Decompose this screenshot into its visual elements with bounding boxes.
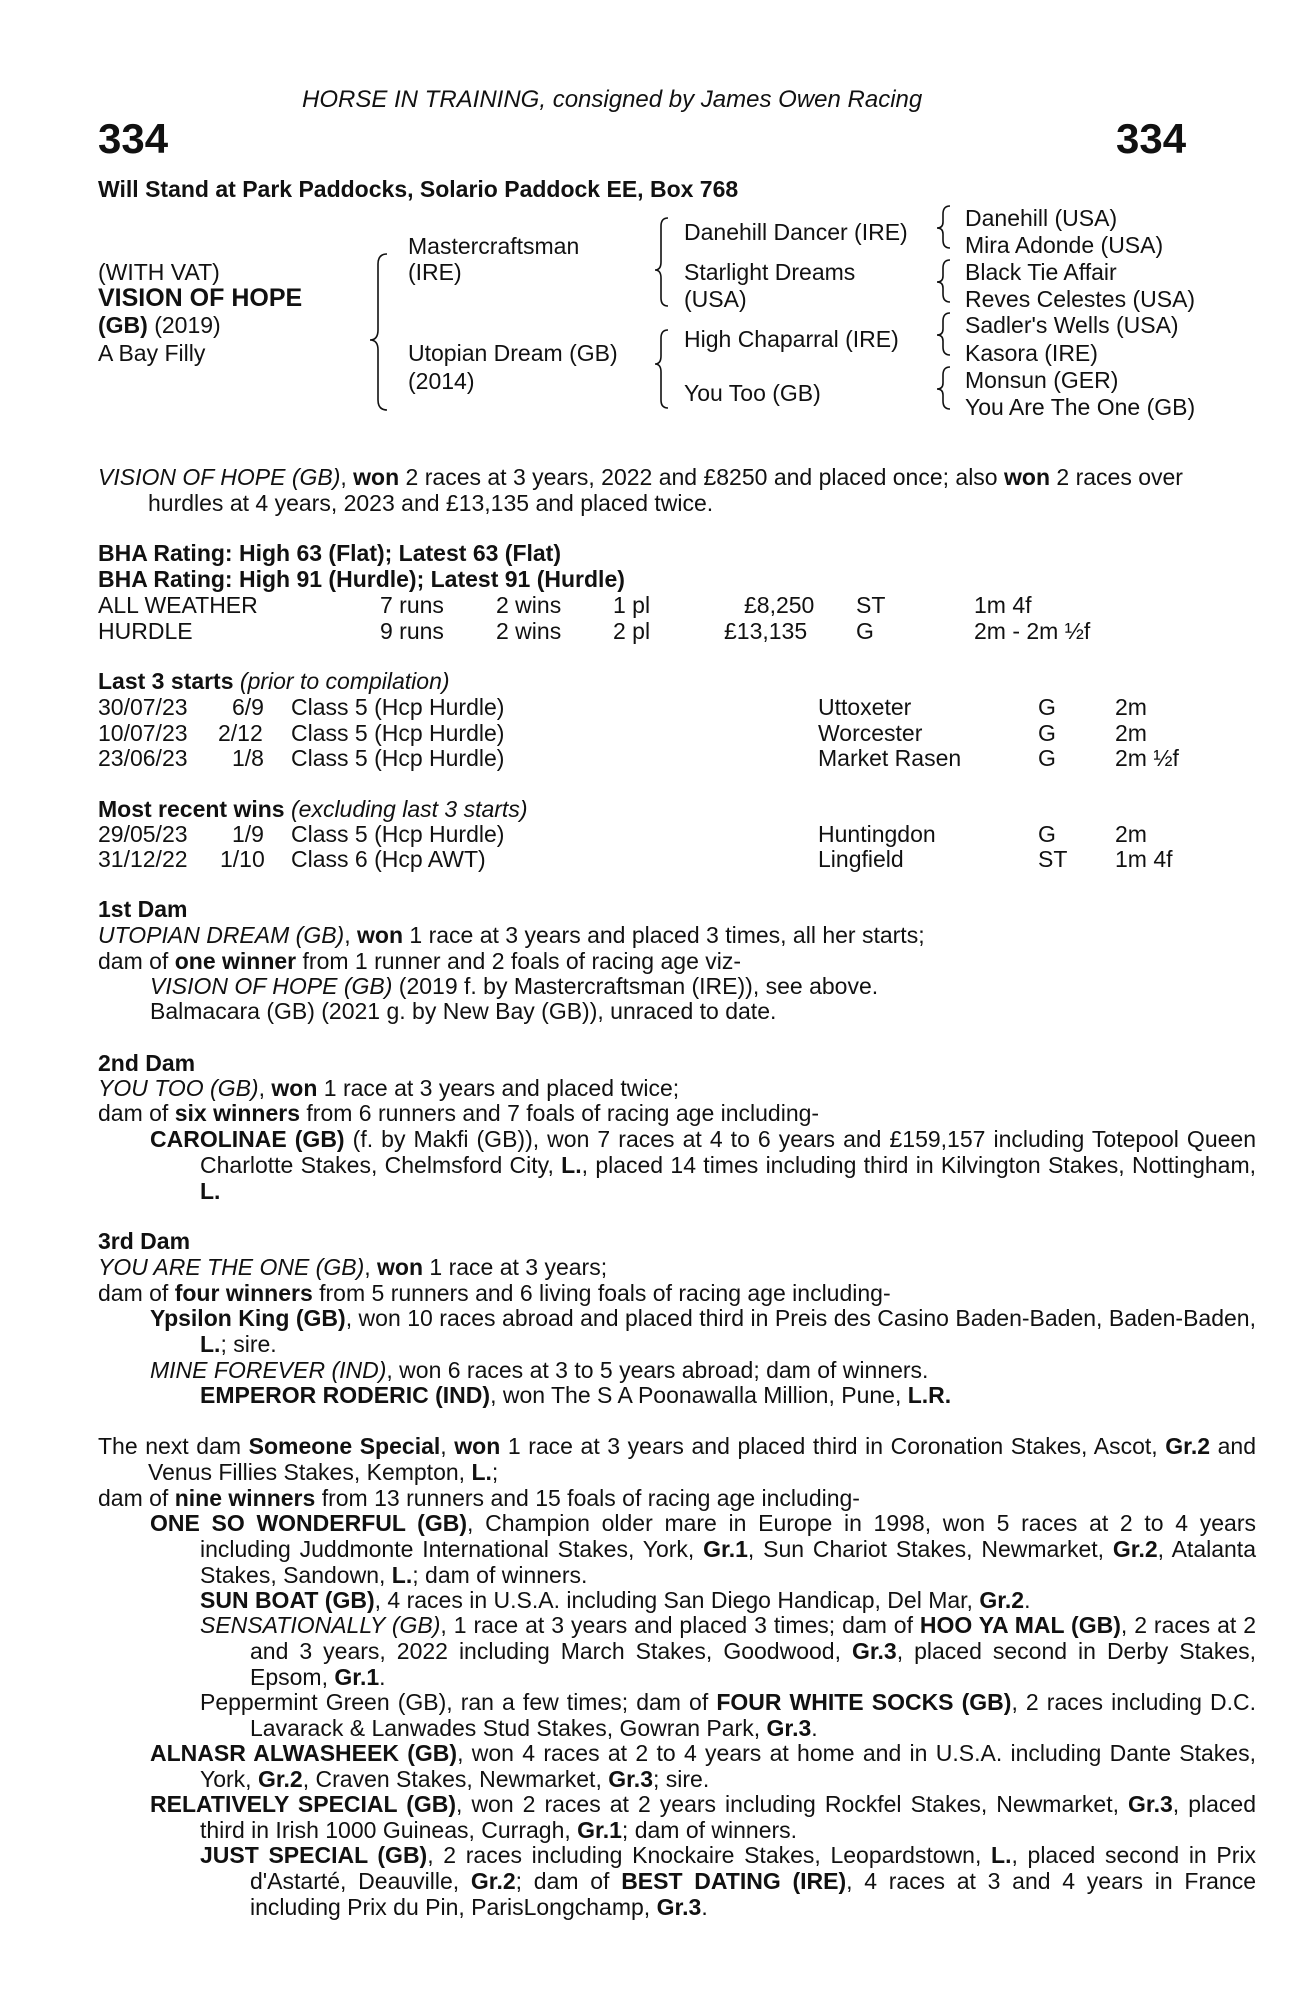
dam: Utopian Dream (GB) bbox=[408, 340, 618, 366]
horse-country: (GB) bbox=[98, 312, 148, 338]
second-dam-produce: dam of six winners from 6 runners and 7 foals of racing age including- bbox=[98, 1100, 820, 1126]
recent-wins-heading: Most recent wins (excluding last 3 starts) bbox=[98, 796, 528, 822]
ggp-1: Danehill (USA) bbox=[965, 205, 1118, 231]
lot-number-left: 334 bbox=[98, 115, 169, 162]
next-dam-produce: dam of nine winners from 13 runners and 15 foals of racing age including- bbox=[98, 1485, 860, 1511]
next-dam-foal-relatively-special: RELATIVELY SPECIAL (GB), won 2 races at 2 years including Rockfel Stakes, Newmarket, Gr.3, placed third in Irish 1000 Guineas, Curragh, Gr.1; dam of winners. bbox=[150, 1791, 1256, 1843]
third-dam-grandfoal-emperor: EMPEROR RODERIC (IND), won The S A Poonawalla Million, Pune, L.R. bbox=[200, 1382, 952, 1408]
horse-name: VISION OF HOPE bbox=[98, 284, 303, 312]
vat-note: (WITH VAT) bbox=[98, 259, 220, 285]
second-dam-line: YOU TOO (GB), won 1 race at 3 years and placed twice; bbox=[98, 1075, 680, 1101]
brace-gen1 bbox=[370, 254, 387, 410]
rating-flat: BHA Rating: High 63 (Flat); Latest 63 (Flat) bbox=[98, 540, 561, 566]
ggp-3: Black Tie Affair bbox=[965, 259, 1117, 285]
sire-sire: Danehill Dancer (IRE) bbox=[684, 219, 908, 245]
second-dam-heading: 2nd Dam bbox=[98, 1050, 196, 1076]
next-dam-grandfoal-sensationally: SENSATIONALLY (GB), 1 race at 3 years and placed 3 times; dam of HOO YA MAL (GB), 2 races at 2 and 3 years, 2022 including March Stakes, Goodwood, Gr.3, placed second in Derby Stakes, Epsom, Gr.1. bbox=[200, 1612, 1256, 1690]
dam-year: (2014) bbox=[408, 368, 475, 394]
first-dam-produce: dam of one winner from 1 runner and 2 foals of racing age viz- bbox=[98, 948, 742, 974]
next-dam-foal-one-so-wonderful: ONE SO WONDERFUL (GB), Champion older mare in Europe in 1998, won 5 races at 2 to 4 years including Juddmonte International Stakes, York, Gr.1, Sun Chariot Stakes, Newmarket, Gr.2, Atalanta Stakes, Sandown, L.; dam of winners. bbox=[150, 1510, 1256, 1588]
first-dam-foal: VISION OF HOPE (GB) (2019 f. by Mastercraftsman (IRE)), see above. bbox=[150, 973, 879, 999]
sire-dam: Starlight Dreams bbox=[684, 259, 856, 285]
lot-number-right: 334 bbox=[1116, 115, 1187, 162]
stand-location: Will Stand at Park Paddocks, Solario Paddock EE, Box 768 bbox=[98, 176, 739, 202]
sire: Mastercraftsman bbox=[408, 233, 580, 259]
third-dam-produce: dam of four winners from 5 runners and 6 living foals of racing age including- bbox=[98, 1280, 891, 1306]
rating-hurdle: BHA Rating: High 91 (Hurdle); Latest 91 (Hurdle) bbox=[98, 566, 625, 592]
ggp-7: Monsun (GER) bbox=[965, 367, 1119, 393]
third-dam-foal-mine-forever: MINE FOREVER (IND), won 6 races at 3 to 5 years abroad; dam of winners. bbox=[150, 1357, 929, 1383]
ggp-2: Mira Adonde (USA) bbox=[965, 232, 1164, 258]
brace-gen2-dam bbox=[655, 330, 668, 408]
next-dam-line: The next dam Someone Special, won 1 race at 3 years and placed third in Coronation Stakes, Ascot, Gr.2 and Venus Fillies Stakes, Kempton, L.; bbox=[98, 1433, 1256, 1485]
next-dam-grandfoal-sun-boat: SUN BOAT (GB), 4 races in U.S.A. including San Diego Handicap, Del Mar, Gr.2. bbox=[200, 1587, 1031, 1613]
next-dam-grandfoal-just-special: JUST SPECIAL (GB), 2 races including Knockaire Stakes, Leopardstown, L., placed second in Prix d'Astarté, Deauville, Gr.2; dam of BEST DATING (IRE), 4 races at 3 and 4 years in France including Prix du Pin, ParisLongchamp, Gr.3. bbox=[200, 1842, 1257, 1920]
first-dam-heading: 1st Dam bbox=[98, 896, 188, 922]
dam-dam: You Too (GB) bbox=[684, 380, 821, 406]
dam-sire: High Chaparral (IRE) bbox=[684, 326, 899, 352]
brace-gen3-b bbox=[937, 260, 950, 302]
brace-gen3-d bbox=[937, 367, 950, 409]
brace-gen2-sire bbox=[655, 218, 668, 306]
catalogue-page: HORSE IN TRAINING, consigned by James Owen Racing 334 334 Will Stand at Park Paddocks, Solario Paddock EE, Box 768 (WITH VAT) VISION OF HOPE (GB) (2019) A Bay Filly Mastercraftsman (IRE) Utopian Dream (GB) (2014) Danehill Dancer (IRE) Starlight Dreams (USA) High Chaparral (IRE) You Too (GB) Danehill (USA) Mira Adonde (USA) Black Tie Affair Reves Celestes (USA) Sadler's Wells (USA) Kasora (IRE) Monsun (GER) You Are The One (GB) VISION OF HOPE (GB), won 2 races at 3 years, 2022 and £8250 and placed once; also won 2 races over hurdles at 4 years, 2023 and £13,135 and placed twice. BHA Rating: High 63 (Flat); Latest 63 (Flat) BHA Rating: High 91 (Hurdle); Latest 91 (Hurdle) ALL WEATHER 7 runs 2 wins 1 pl £8,250 ST 1m 4f HURDLE 9 runs 2 wins 2 pl £13,135 G 2m - 2m ½f Last 3 starts (prior to compilation) 30/07/23 6/9 Class 5 (Hcp Hurdle) Uttoxeter G 2m 10/07/23 2/12 Class 5 (Hcp Hurdle) Worcester G 2m 23/06/23 1/8 Class 5 (Hcp Hurdle) Market Rasen G 2m ½f Most recent wins (excluding last 3 starts) 29/05/23 1/9 Class 5 (Hcp Hurdle) Huntingdon G 2m 31/12/22 1/10 Class 6 (Hcp AWT) Lingfield ST 1m 4f 1st Dam UTOPIAN DREAM (GB), won 1 race at 3 years and placed 3 times, all her starts; dam of one winner from 1 runner and 2 foals of racing age viz- VISION OF HOPE (GB) (2019 f. by Mastercraftsman (IRE)), see above. Balmacara (GB) (2021 g. by New Bay (GB)), unraced to date. 2nd Dam YOU TOO (GB), won 1 race at 3 years and placed twice; dam of six winners from 6 runners and 7 foals of racing age including- CAROLINAE (GB) (f. by Makfi (GB)), won 7 races at 4 to 6 years and £159,157 including Totepool Queen Charlotte Stakes, Chelmsford City, L., placed 14 times including third in Kilvington Stakes, Nottingham, L. 3rd Dam YOU ARE THE ONE (GB), won 1 race at 3 years; dam of four winners from 5 runners and 6 living foals of racing age including- Ypsilon King (GB), won 10 races abroad and placed third in Preis des Casino Baden-Baden, Baden-Baden, L.; sire. MINE FOREVER (IND), won 6 races at 3 to 5 years abroad; dam of winners. EMPEROR RODERIC (IND), won The S A Poonawalla Million, Pune, L.R. The next dam Someone Special, won 1 race at 3 years and placed third in Coronation Stakes, Ascot, Gr.2 and Venus Fillies Stakes, Kempton, L.; dam of nine winners from 13 runners and 15 foals of racing age including- ONE SO WONDERFUL (GB), Champion older mare in Europe in 1998, won 5 races at 2 to 4 years including Juddmonte International Stakes, York, Gr.1, Sun Chariot Stakes, Newmarket, Gr.2, Atalanta Stakes, Sandown, L.; dam of winners. SUN BOAT (GB), 4 races in U.S.A. including San Diego Handicap, Del Mar, Gr.2. SENSATIONALLY (GB), 1 race at 3 years and placed 3 times; dam of HOO YA MAL (GB), 2 races at 2 and 3 years, 2022 including March Stakes, Goodwood, Gr.3, placed second in Derby Stakes, Epsom, Gr.1. Peppermint Green (GB), ran a few times; dam of FOUR WHITE SOCKS (GB), 2 races including D.C. Lavarack & Lanwades Stud Stakes, Gowran Park, Gr.3. ALNASR ALWASHEEK (GB), won 4 races at 2 to 4 years at home and in U.S.A. including Dante Stakes, York, Gr.2, Craven Stakes, Newmarket, Gr.3; sire. RELATIVELY SPECIAL (GB), won 2 races at 2 years including Rockfel Stakes, Newmarket, Gr.3, placed third in Irish 1000 Guineas, Curragh, Gr.1; dam of winners. JUST SPECIAL (GB), 2 races including Knockaire Stakes, Leopardstown, L., placed second in Prix d'Astarté, Deauville, Gr.2; dam of BEST DATING (IRE), 4 races at 3 and 4 years in France including Prix du Pin, ParisLongchamp, Gr.3. bbox=[0, 0, 1314, 2000]
third-dam-heading: 3rd Dam bbox=[98, 1228, 191, 1254]
ggp-4: Reves Celestes (USA) bbox=[965, 286, 1196, 312]
consignor-line: HORSE IN TRAINING, consigned by James Owen Racing bbox=[302, 86, 923, 113]
first-dam-foal: Balmacara (GB) (2021 g. by New Bay (GB)), unraced to date. bbox=[150, 998, 777, 1024]
brace-gen3-c bbox=[937, 313, 950, 355]
sire-dam-country: (USA) bbox=[684, 286, 747, 312]
ggp-6: Kasora (IRE) bbox=[965, 340, 1098, 366]
third-dam-foal-ypsilon: Ypsilon King (GB), won 10 races abroad and placed third in Preis des Casino Baden-Baden, Baden-Baden, L.; sire. bbox=[150, 1305, 1256, 1357]
horse-description: A Bay Filly bbox=[98, 340, 206, 366]
first-dam-line: UTOPIAN DREAM (GB), won 1 race at 3 years and placed 3 times, all her starts; bbox=[98, 922, 925, 948]
third-dam-line: YOU ARE THE ONE (GB), won 1 race at 3 years; bbox=[98, 1254, 608, 1280]
brace-gen3-a bbox=[937, 206, 950, 248]
next-dam-grandfoal-peppermint-green: Peppermint Green (GB), ran a few times; dam of FOUR WHITE SOCKS (GB), 2 races including D.C. Lavarack & Lanwades Stud Stakes, Gowran Park, Gr.3. bbox=[200, 1689, 1256, 1741]
race-summary: VISION OF HOPE (GB), won 2 races at 3 years, 2022 and £8250 and placed once; also won 2 races over hurdles at 4 years, 2023 and £13,135 and placed twice. bbox=[98, 464, 1183, 516]
last-starts-heading: Last 3 starts (prior to compilation) bbox=[98, 668, 450, 694]
second-dam-foal-carolinae: CAROLINAE (GB) (f. by Makfi (GB)), won 7 races at 4 to 6 years and £159,157 including Totepool Queen Charlotte Stakes, Chelmsford City, L., placed 14 times including third in Kilvington Stakes, Nottingham, L. bbox=[150, 1126, 1256, 1204]
ggp-5: Sadler's Wells (USA) bbox=[965, 312, 1179, 338]
next-dam-foal-alnasr: ALNASR ALWASHEEK (GB), won 4 races at 2 to 4 years at home and in U.S.A. including Dante Stakes, York, Gr.2, Craven Stakes, Newmarket, Gr.3; sire. bbox=[150, 1740, 1256, 1792]
horse-year: (2019) bbox=[147, 312, 221, 338]
sire-country: (IRE) bbox=[408, 259, 462, 285]
ggp-8: You Are The One (GB) bbox=[965, 394, 1196, 420]
